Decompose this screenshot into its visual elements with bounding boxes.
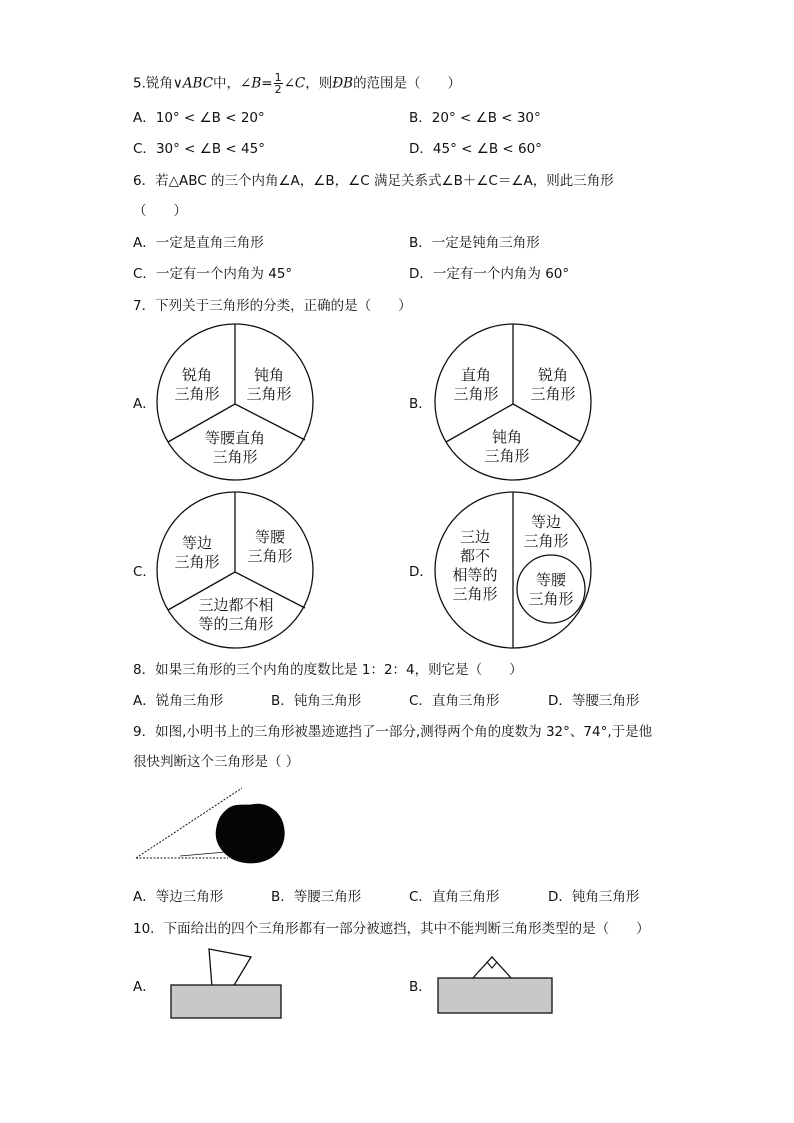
circle-c-left-line2: 三角形 bbox=[174, 553, 220, 571]
q8-option-a[interactable]: A．锐角三角形 bbox=[133, 693, 224, 709]
q7-option-a-label[interactable]: A． bbox=[133, 396, 156, 412]
circle-b-right-line1: 锐角 bbox=[537, 366, 569, 384]
q6-option-a[interactable]: A．一定是直角三角形 bbox=[133, 235, 264, 251]
q9-stem-line1: 9．如图,小明书上的三角形被墨迹遮挡了一部分,测得两个角的度数为 32°、74°,于是他 bbox=[133, 724, 653, 740]
q10-figure-a[interactable] bbox=[165, 945, 290, 1025]
q7-option-b-label[interactable]: B． bbox=[409, 396, 432, 412]
circle-d-left-line2: 都不 bbox=[459, 547, 491, 565]
circle-c-right-line2: 三角形 bbox=[247, 547, 293, 565]
q9-option-b[interactable]: B．等腰三角形 bbox=[271, 889, 362, 905]
circle-c-left-line1: 等边 bbox=[181, 534, 213, 552]
q5-fraction: $\frac{1}{2}$ bbox=[274, 71, 282, 96]
q6-option-d[interactable]: D．一定有一个内角为 60° bbox=[409, 266, 570, 282]
q7-circle-b[interactable] bbox=[433, 322, 593, 482]
circle-d-inner-circle bbox=[517, 555, 585, 623]
circle-d-inner-line2: 三角形 bbox=[528, 590, 574, 608]
circle-b-bottom-line1: 钝角 bbox=[491, 428, 523, 446]
q7-circle-d[interactable] bbox=[433, 490, 593, 650]
right-angle-mark bbox=[487, 962, 497, 968]
q6-stem-line1: 6．若△ABC 的三个内角∠A，∠B，∠C 满足关系式∠B＋∠C＝∠A，则此三角形 bbox=[133, 173, 614, 189]
circle-a-left-line1: 锐角 bbox=[181, 366, 213, 384]
q7-option-d-label[interactable]: D． bbox=[409, 564, 433, 580]
circle-a-right-line1: 钝角 bbox=[253, 366, 285, 384]
q9-option-a[interactable]: A．等边三角形 bbox=[133, 889, 224, 905]
circle-d-left-line3: 相等的 bbox=[452, 566, 498, 584]
q7-option-c-label[interactable]: C． bbox=[133, 564, 156, 580]
q5-option-a[interactable]: A．10° < ∠B < 20° bbox=[133, 110, 265, 126]
circle-c-bottom-line2: 等的三角形 bbox=[198, 615, 274, 633]
q9-option-d[interactable]: D．钝角三角形 bbox=[548, 889, 640, 905]
q6-option-c[interactable]: C．一定有一个内角为 45° bbox=[133, 266, 293, 282]
circle-d-left-line4: 三角形 bbox=[452, 585, 498, 603]
circle-a-bottom-line2: 三角形 bbox=[212, 448, 258, 466]
q7-circle-c[interactable] bbox=[155, 490, 315, 650]
circle-b-left-line1: 直角 bbox=[460, 366, 492, 384]
q7-stem: 7．下列关于三角形的分类，正确的是（ ） bbox=[133, 298, 412, 314]
circle-b-right-line2: 三角形 bbox=[530, 385, 576, 403]
circle-a-left-line2: 三角形 bbox=[174, 385, 220, 403]
circle-c-bottom-line1: 三边都不相 bbox=[198, 596, 274, 614]
q5-stem: 5.锐角∨ABC中，∠B= $\frac{1}{2}$ ∠C，则ÐB的范围是（ ） bbox=[133, 71, 462, 96]
q9-stem-line2: 很快判断这个三角形是（ ） bbox=[133, 754, 300, 770]
circle-c-right-line1: 等腰 bbox=[254, 528, 286, 546]
circle-a-bottom-line1: 等腰直角 bbox=[204, 429, 266, 447]
q9-ink-triangle-figure bbox=[130, 780, 300, 875]
cover-rect-a bbox=[171, 985, 281, 1018]
circle-a-right-line2: 三角形 bbox=[246, 385, 292, 403]
q5-option-b[interactable]: B．20° < ∠B < 30° bbox=[409, 110, 541, 126]
cover-rect-b bbox=[438, 978, 552, 1013]
q8-option-c[interactable]: C．直角三角形 bbox=[409, 693, 500, 709]
ink-blot bbox=[216, 804, 285, 864]
q9-option-c[interactable]: C．直角三角形 bbox=[409, 889, 500, 905]
circle-b-left-line2: 三角形 bbox=[453, 385, 499, 403]
circle-d-left-line1: 三边 bbox=[459, 528, 491, 546]
circle-d-right-line2: 三角形 bbox=[523, 532, 569, 550]
q6-stem-line2: （ ） bbox=[133, 203, 187, 219]
circle-b-bottom-line2: 三角形 bbox=[484, 447, 530, 465]
circle-d-inner-line1: 等腰 bbox=[535, 571, 567, 589]
q5-option-c[interactable]: C．30° < ∠B < 45° bbox=[133, 141, 265, 157]
circle-d-right-line1: 等边 bbox=[530, 513, 562, 531]
q10-option-a-label[interactable]: A． bbox=[133, 979, 156, 995]
q8-option-b[interactable]: B．钝角三角形 bbox=[271, 693, 362, 709]
q8-option-d[interactable]: D．等腰三角形 bbox=[548, 693, 640, 709]
q10-stem: 10．下面给出的四个三角形都有一部分被遮挡，其中不能判断三角形类型的是（ ） bbox=[133, 921, 650, 937]
q10-figure-b[interactable] bbox=[432, 945, 557, 1025]
q10-option-b-label[interactable]: B． bbox=[409, 979, 432, 995]
q6-option-b[interactable]: B．一定是钝角三角形 bbox=[409, 235, 540, 251]
q8-stem: 8．如果三角形的三个内角的度数比是 1：2：4，则它是（ ） bbox=[133, 662, 523, 678]
q5-option-d[interactable]: D．45° < ∠B < 60° bbox=[409, 141, 542, 157]
q7-circle-a[interactable] bbox=[155, 322, 315, 482]
